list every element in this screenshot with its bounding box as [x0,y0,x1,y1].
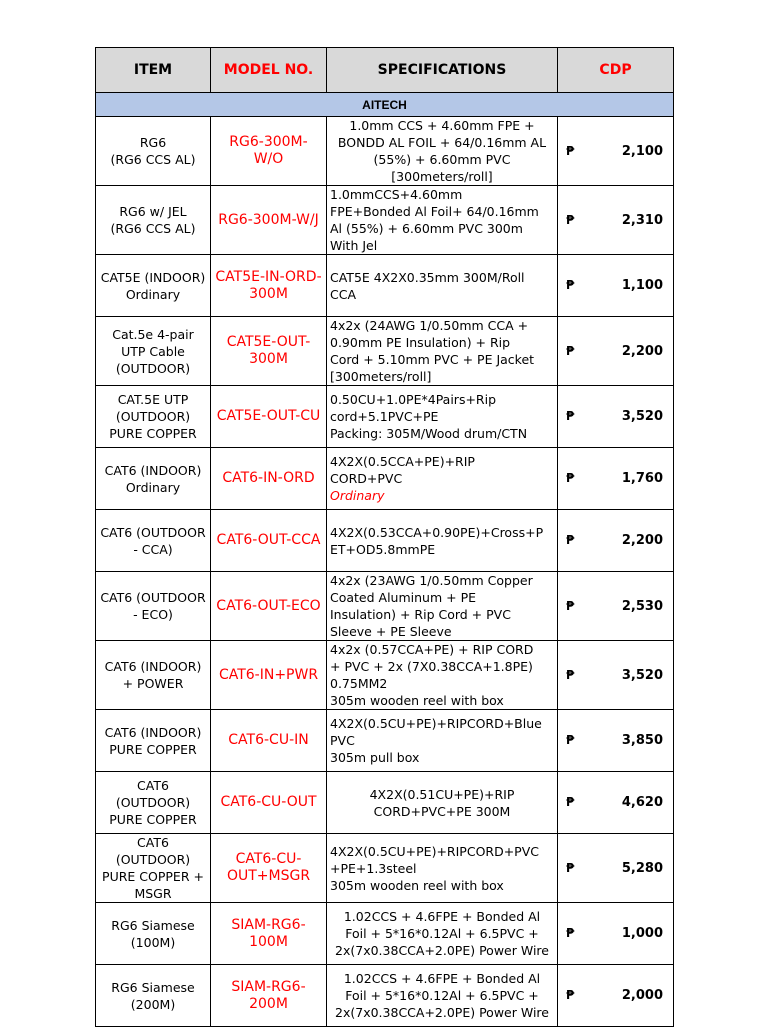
cell-line: 0.50CU+1.0PE*4Pairs+Rip [330,392,497,407]
cell-line: RG6 Siamese [111,917,195,933]
cell-line: CAT6-IN-ORD [222,470,315,486]
cell-line: OUT+MSGR [226,868,311,884]
cell-line: Cat.5e 4-pair [112,326,194,342]
table-row [96,117,674,186]
cell-line: Packing: 305M/Wood drum/CTN [330,426,528,441]
cell-line: 4X2X(0.5CCA+PE)+RIP [330,454,475,469]
price-table [95,47,674,1027]
cell-line: CAT6-OUT-CCA [216,532,321,548]
specifications-cell [327,965,558,1027]
cell-line: cord+5.1PVC+PE [330,409,439,424]
cell-line: CAT6-CU- [235,851,302,867]
cell-line: 4X2X(0.5CU+PE)+RIPCORD+Blue [330,716,542,731]
cell-line: (55%) + 6.60mm PVC [373,152,511,167]
header-cdp: CDP [558,48,674,93]
cdp-price-cell [558,903,674,965]
cell-line: Ordinary [125,286,181,302]
cell-line: PURE COPPER [109,812,197,827]
price-value: 3,520 [621,409,663,424]
item-cell [96,965,211,1027]
cell-line: 4X2X(0.5CU+PE)+RIPCORD+PVC [330,843,540,859]
cell-line: CORD+PVC+PE 300M [373,803,511,819]
cell-line: Insulation) + Rip Cord + PVC [330,607,511,622]
cell-line: + PVC + 2x (7X0.38CCA+1.8PE) [330,659,533,674]
table-row [96,641,674,710]
cell-line: PVC [330,733,355,748]
cell-line: RG6-300M-W/J [218,211,319,228]
cell-line: RG6-300M- [229,134,308,150]
price-value: 5,280 [621,860,663,876]
cell-line: 4x2x (24AWG 1/0.50mm CCA + [330,318,529,333]
cdp-price-cell [558,965,674,1027]
cell-line: MSGR [134,886,172,901]
cell-line: RG6 w/ JEL [119,204,187,219]
peso-sign-icon: ₱ [566,278,575,292]
peso-sign-icon: ₱ [566,212,575,227]
cell-line: 4X2X(0.51CU+PE)+RIP [369,786,515,802]
item-cell [96,386,211,448]
cell-line: [300meters/roll] [330,369,432,384]
cell-line: PURE COPPER [109,426,197,441]
peso-sign-icon: ₱ [566,926,575,940]
model-no-cell [211,641,327,710]
table-row [96,186,674,255]
cell-line: 1.02CCS + 4.6FPE + Bonded Al [343,971,541,986]
model-no-cell [211,510,327,572]
cell-line: 2x(7x0.38CCA+2.0PE) Power Wire [335,1005,549,1020]
cell-line: - CCA) [133,541,173,557]
price-list-sheet [95,47,673,1027]
model-no-cell [211,386,327,448]
price-value: 3,850 [621,733,663,748]
peso-sign-icon: ₱ [566,733,575,747]
price-value: 1,760 [621,471,663,486]
cell-line: CAT6-OUT-ECO [216,597,321,614]
cdp-price-cell [558,772,674,834]
cell-line: SIAM-RG6- [231,978,306,995]
cell-line: CAT6-CU-OUT [220,794,317,810]
model-no-cell [211,965,327,1027]
specifications-cell [327,572,558,641]
specifications-cell [327,255,558,317]
cell-line: RG6 [139,135,167,150]
cell-line: CAT5E-OUT-CU [216,408,321,424]
cell-line: - ECO) [133,607,173,622]
peso-sign-icon: ₱ [566,860,575,875]
cell-line: 4X2X(0.53CCA+0.90PE)+Cross+P [330,524,544,540]
cdp-price-cell [558,317,674,386]
header-item: ITEM [96,48,211,93]
cdp-price-cell [558,448,674,510]
specifications-cell [327,903,558,965]
cell-line: PURE COPPER [109,741,197,757]
cell-line: FPE+Bonded Al Foil+ 64/0.16mm [330,204,539,219]
cdp-price-cell [558,641,674,710]
price-value: 2,310 [621,212,663,228]
price-value: 2,000 [621,988,663,1003]
cell-line: 1.0mmCCS+4.60mm [330,187,463,202]
item-cell [96,317,211,386]
specifications-cell [327,772,558,834]
cell-line: (RG6 CCS AL) [110,221,196,236]
cell-line: CAT6 [137,778,169,793]
price-value: 4,620 [621,795,663,810]
cell-line: 100M [249,933,288,950]
cell-line: Foil + 5*16*0.12Al + 6.5PVC + [345,926,539,941]
cell-line: W/O [253,151,284,167]
cell-line: 0.75MM2 [330,676,388,691]
cell-line: 300M [249,351,288,367]
cell-line: CAT.5E UTP [117,392,189,407]
cdp-price-cell [558,510,674,572]
cell-line: Foil + 5*16*0.12Al + 6.5PVC + [345,988,539,1003]
item-cell [96,186,211,255]
cell-line: Coated Aluminum + PE [330,590,477,605]
peso-sign-icon: ₱ [566,795,575,809]
model-no-cell [211,772,327,834]
cell-line: 1.0mm CCS + 4.60mm FPE + [349,118,535,133]
cdp-price-cell [558,572,674,641]
model-no-cell [211,317,327,386]
price-value: 2,530 [621,598,663,614]
cell-line: UTP Cable [121,343,185,359]
table-row [96,772,674,834]
header-model-no: MODEL NO. [211,48,327,93]
peso-sign-icon: ₱ [566,471,575,485]
cdp-price-cell [558,117,674,186]
price-value: 2,200 [621,343,663,359]
specifications-cell [327,117,558,186]
cell-line: 200M [249,995,288,1012]
item-cell [96,510,211,572]
table-row [96,710,674,772]
table-row [96,965,674,1027]
table-row [96,448,674,510]
table-row [96,255,674,317]
specifications-cell [327,317,558,386]
price-value: 1,000 [621,926,663,941]
cell-line: 4x2x (23AWG 1/0.50mm Copper [330,573,533,588]
cell-line: + POWER [122,676,184,691]
cell-line: RG6 Siamese [111,979,195,995]
cell-line: SIAM-RG6- [231,916,306,933]
cell-line: 4x2x (0.57CCA+PE) + RIP CORD [330,642,534,657]
specifications-cell [327,186,558,255]
cdp-price-cell [558,386,674,448]
cell-line: Cord + 5.10mm PVC + PE Jacket [330,352,535,367]
cell-line: (OUTDOOR) [115,360,191,376]
cell-line: CAT5E (INDOOR) [100,269,206,285]
cell-line: CCA [330,286,357,302]
model-no-cell [211,903,327,965]
item-cell [96,710,211,772]
cell-line: CAT6-CU-IN [228,732,309,748]
price-value: 1,100 [621,278,663,293]
peso-sign-icon: ₱ [566,667,575,682]
spec-note: Ordinary [330,488,385,503]
cell-line: [300meters/roll] [391,169,493,184]
item-cell [96,117,211,186]
model-no-cell [211,255,327,317]
cell-line: CAT6 (OUTDOOR [100,590,206,605]
cell-line: With Jel [330,238,378,253]
cdp-price-cell [558,186,674,255]
model-no-cell [211,448,327,510]
cell-line: CAT6-IN+PWR [218,666,319,683]
table-row [96,834,674,903]
cell-line: CORD+PVC [330,471,403,486]
cell-line: BONDD AL FOIL + 64/0.16mm AL [337,135,547,150]
cdp-price-cell [558,834,674,903]
specifications-cell [327,448,558,510]
cell-line: CAT6 (INDOOR) [104,724,202,740]
specifications-cell [327,834,558,903]
cell-line: CAT6 (INDOOR) [104,462,202,478]
cell-line: 305m wooden reel with box [330,877,504,893]
table-row [96,903,674,965]
table-header [96,48,674,93]
cell-line: (OUTDOOR) [115,852,191,867]
item-cell [96,572,211,641]
table-row [96,317,674,386]
table-body [96,93,674,1027]
cell-line: 305m wooden reel with box [330,693,504,708]
cell-line: 305m pull box [330,750,420,765]
item-cell [96,772,211,834]
cell-line: CAT5E 4X2X0.35mm 300M/Roll [330,269,525,285]
item-cell [96,448,211,510]
cell-line: (RG6 CCS AL) [110,152,196,167]
cell-line: PURE COPPER + [102,869,204,884]
specifications-cell [327,710,558,772]
price-value: 3,520 [621,667,663,683]
model-no-cell [211,572,327,641]
cell-line: Sleeve + PE Sleeve [330,624,452,639]
table-row [96,386,674,448]
model-no-cell [211,710,327,772]
table-row [96,572,674,641]
peso-sign-icon: ₱ [566,143,575,158]
cell-line: (OUTDOOR) [115,409,191,424]
cdp-price-cell [558,255,674,317]
model-no-cell [211,186,327,255]
specifications-cell [327,641,558,710]
cdp-price-cell [558,710,674,772]
item-cell [96,641,211,710]
cell-line: CAT5E-IN-ORD- [215,268,322,285]
price-value: 2,100 [621,143,663,159]
cell-line: (100M) [130,934,176,950]
cell-line: Ordinary [125,479,181,495]
peso-sign-icon: ₱ [566,533,575,547]
section-label: AITECH [96,93,674,117]
cell-line: 2x(7x0.38CCA+2.0PE) Power Wire [335,943,549,958]
item-cell [96,255,211,317]
peso-sign-icon: ₱ [566,343,575,358]
specifications-cell [327,510,558,572]
table-row [96,510,674,572]
cell-line: 1.02CCS + 4.6FPE + Bonded Al [343,909,541,924]
cell-line: CAT5E-OUT- [226,334,311,350]
item-cell [96,903,211,965]
cell-line: +PE+1.3steel [330,860,417,876]
item-cell [96,834,211,903]
cell-line: CAT6 (INDOOR) [104,659,202,674]
cell-line: (OUTDOOR) [115,795,191,810]
specifications-cell [327,386,558,448]
model-no-cell [211,117,327,186]
cell-line: CAT6 [137,835,169,850]
peso-sign-icon: ₱ [566,409,575,423]
section-row [96,93,674,117]
cell-line: 300M [249,285,288,302]
cell-line: Al (55%) + 6.60mm PVC 300m [330,221,523,236]
cell-line: (200M) [130,996,176,1012]
peso-sign-icon: ₱ [566,988,575,1002]
peso-sign-icon: ₱ [566,598,575,613]
header-specifications: SPECIFICATIONS [327,48,558,93]
cell-line: CAT6 (OUTDOOR [100,524,206,540]
model-no-cell [211,834,327,903]
cell-line: ET+OD5.8mmPE [330,541,436,557]
price-value: 2,200 [621,533,663,548]
cell-line: 0.90mm PE Insulation) + Rip [330,335,511,350]
